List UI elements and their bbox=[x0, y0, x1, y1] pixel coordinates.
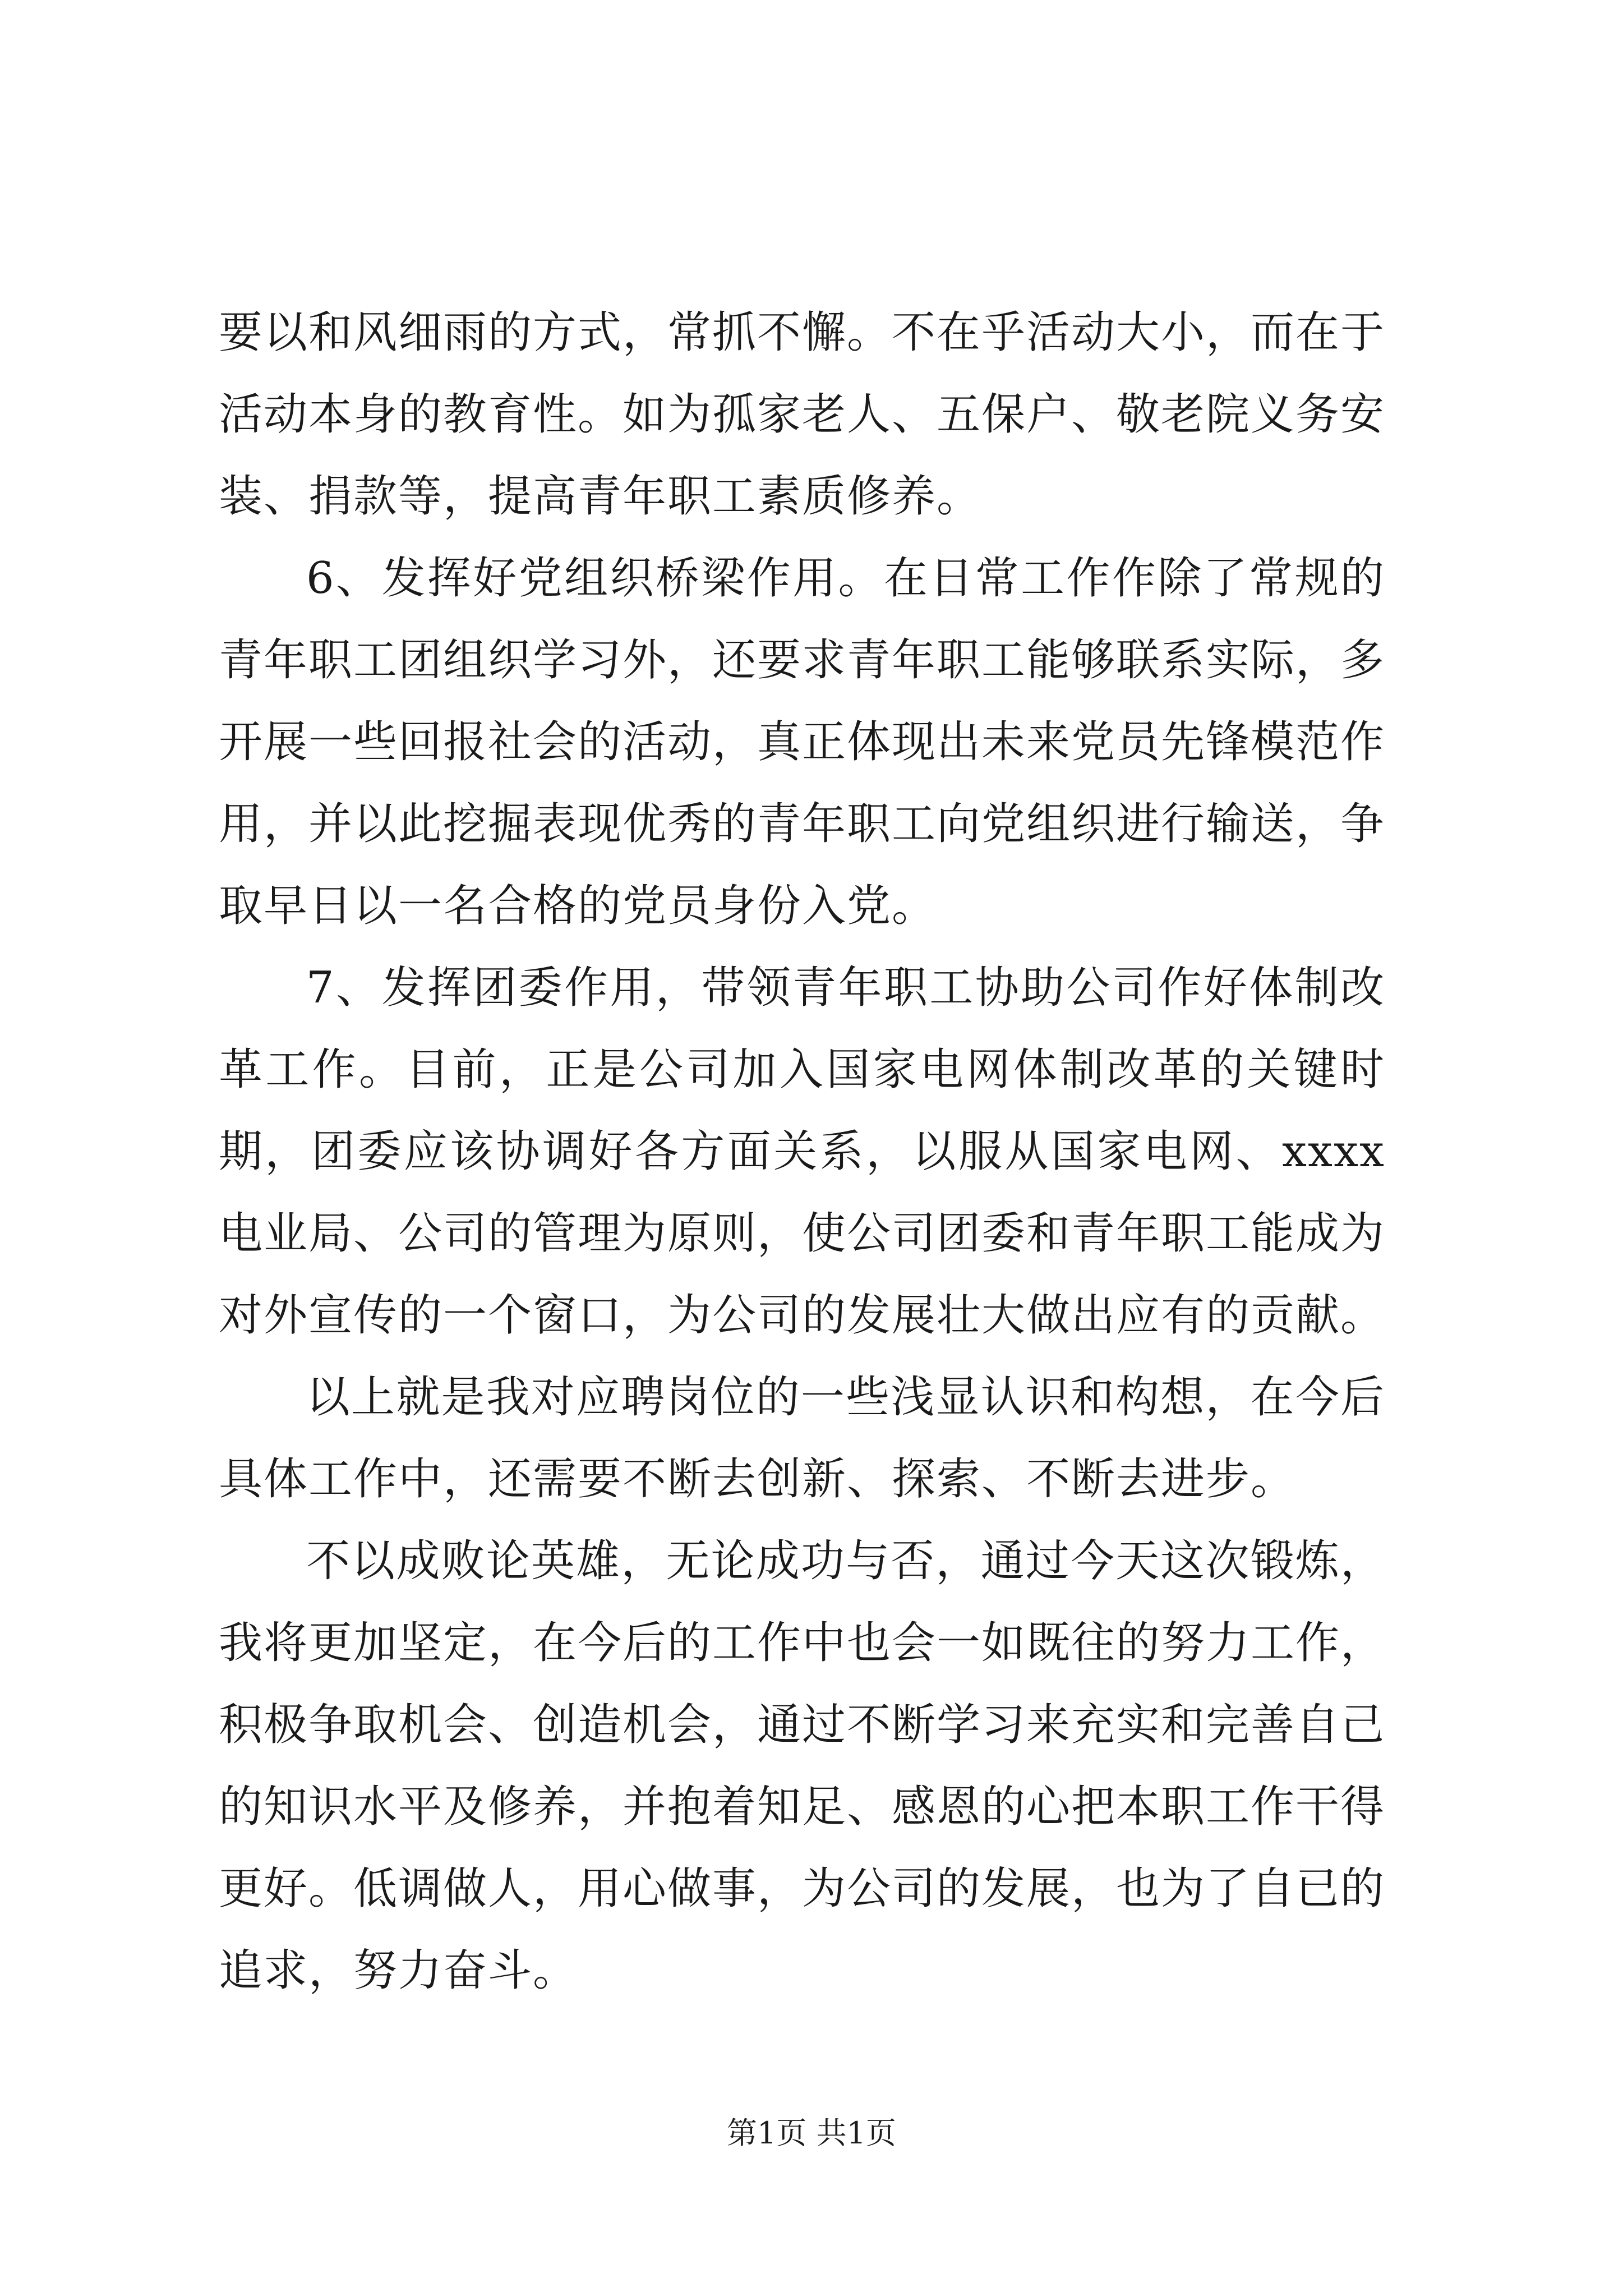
paragraph-item-6: 6、发挥好党组织桥梁作用。在日常工作作除了常规的青年职工团组织学习外，还要求青年职工能够联系实际，多开展一些回报社会的活动，真正体现出未来党员先锋模范作用，并以此挖掘表现优秀的青年职工向党组织进行输送，争取早日以一名合格的党员身份入党。 bbox=[219, 553, 1386, 931]
paragraph-summary: 以上就是我对应聘岗位的一些浅显认识和构想，在今后具体工作中，还需要不断去创新、探索、不断去进步。 bbox=[219, 1372, 1385, 1504]
paragraph-closing: 不以成败论英雄，无论成功与否，通过今天这次锻炼，我将更加坚定，在今后的工作中也会一如既往的努力工作，积极争取机会、创造机会，通过不断学习来充实和完善自己的知识水平及修养，并抱着知足、感恩的心把本职工作干得更好。低调做人，用心做事，为公司的发展，也为了自已的追求，努力奋斗。 bbox=[219, 1536, 1386, 1996]
paragraph-continuation: 要以和风细雨的方式，常抓不懈。不在乎活动大小，而在于活动本身的教育性。如为孤家老人、五保户、敬老院义务安装、捐款等，提高青年职工素质修养。 bbox=[219, 307, 1386, 522]
paragraph-item-7: 7、发挥团委作用，带领青年职工协助公司作好体制改革工作。目前，正是公司加入国家电网体制改革的关键时期，团委应该协调好各方面关系，以服从国家电网、xxxx电业局、公司的管理为原则，使公司团委和青年职工能成为对外宣传的一个窗口，为公司的发展壮大做出应有的贡献。 bbox=[219, 963, 1386, 1341]
document-body bbox=[219, 292, 1385, 2012]
page-footer: 第1页 共1页 bbox=[727, 2115, 896, 2151]
